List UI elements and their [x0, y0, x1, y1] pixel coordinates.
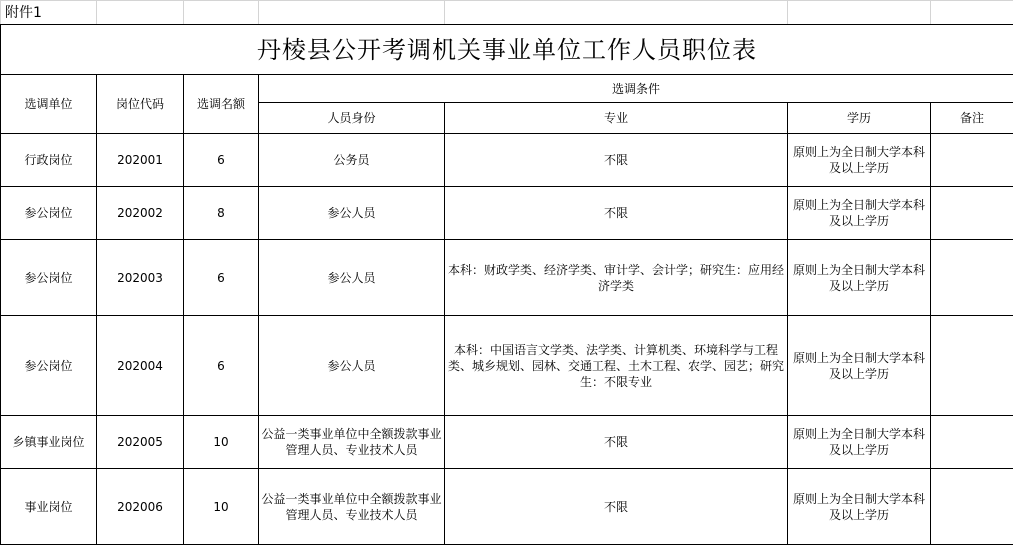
cell-code: 202004 — [97, 316, 184, 416]
cell-education: 原则上为全日制大学本科及以上学历 — [788, 240, 931, 316]
cell-education: 原则上为全日制大学本科及以上学历 — [788, 316, 931, 416]
cell-major: 本科：财政学类、经济学类、审计学、会计学；研究生：应用经济学类 — [445, 240, 788, 316]
table-row — [1, 469, 1013, 545]
annex-label: 附件1 — [1, 1, 97, 25]
cell-code: 202003 — [97, 240, 184, 316]
table-row — [1, 416, 1013, 469]
cell-quota: 6 — [184, 316, 259, 416]
cell-education: 原则上为全日制大学本科及以上学历 — [788, 187, 931, 240]
header-identity: 人员身份 — [259, 103, 445, 134]
cell-education: 原则上为全日制大学本科及以上学历 — [788, 416, 931, 469]
cell-quota: 8 — [184, 187, 259, 240]
cell-code: 202002 — [97, 187, 184, 240]
annex-row — [1, 1, 1013, 25]
cell-identity: 公益一类事业单位中全额拨款事业管理人员、专业技术人员 — [259, 469, 445, 545]
table-row — [1, 134, 1013, 187]
header-conditions: 选调条件 — [259, 75, 1013, 103]
cell-education: 原则上为全日制大学本科及以上学历 — [788, 134, 931, 187]
cell-identity: 参公人员 — [259, 316, 445, 416]
cell-code: 202001 — [97, 134, 184, 187]
cell-identity: 公益一类事业单位中全额拨款事业管理人员、专业技术人员 — [259, 416, 445, 469]
cell-education: 原则上为全日制大学本科及以上学历 — [788, 469, 931, 545]
cell-unit: 参公岗位 — [1, 240, 97, 316]
empty-cell — [788, 1, 931, 25]
cell-unit: 行政岗位 — [1, 134, 97, 187]
cell-unit: 乡镇事业岗位 — [1, 416, 97, 469]
header-unit: 选调单位 — [1, 75, 97, 134]
cell-code: 202006 — [97, 469, 184, 545]
cell-remark — [931, 416, 1013, 469]
title-row — [1, 25, 1013, 75]
header-remark: 备注 — [931, 103, 1013, 134]
header-code: 岗位代码 — [97, 75, 184, 134]
cell-major: 不限 — [445, 134, 788, 187]
header-quota: 选调名额 — [184, 75, 259, 134]
cell-major: 不限 — [445, 416, 788, 469]
empty-cell — [931, 1, 1013, 25]
table-row — [1, 240, 1013, 316]
cell-unit: 参公岗位 — [1, 316, 97, 416]
empty-cell — [97, 1, 184, 25]
cell-remark — [931, 187, 1013, 240]
page-title: 丹棱县公开考调机关事业单位工作人员职位表 — [1, 25, 1013, 75]
cell-remark — [931, 316, 1013, 416]
table-row — [1, 187, 1013, 240]
empty-cell — [184, 1, 259, 25]
empty-cell — [259, 1, 445, 25]
cell-quota: 10 — [184, 416, 259, 469]
cell-identity: 公务员 — [259, 134, 445, 187]
cell-major: 不限 — [445, 187, 788, 240]
cell-remark — [931, 134, 1013, 187]
empty-cell — [445, 1, 788, 25]
cell-unit: 事业岗位 — [1, 469, 97, 545]
cell-identity: 参公人员 — [259, 187, 445, 240]
cell-identity: 参公人员 — [259, 240, 445, 316]
header-major: 专业 — [445, 103, 788, 134]
header-row-1 — [1, 75, 1013, 103]
header-education: 学历 — [788, 103, 931, 134]
cell-unit: 参公岗位 — [1, 187, 97, 240]
cell-quota: 6 — [184, 240, 259, 316]
cell-code: 202005 — [97, 416, 184, 469]
cell-remark — [931, 240, 1013, 316]
cell-remark — [931, 469, 1013, 545]
cell-quota: 6 — [184, 134, 259, 187]
cell-major: 不限 — [445, 469, 788, 545]
cell-quota: 10 — [184, 469, 259, 545]
table-row — [1, 316, 1013, 416]
cell-major: 本科：中国语言文学类、法学类、计算机类、环境科学与工程类、城乡规划、园林、交通工程、土木工程、农学、园艺；研究生：不限专业 — [445, 316, 788, 416]
